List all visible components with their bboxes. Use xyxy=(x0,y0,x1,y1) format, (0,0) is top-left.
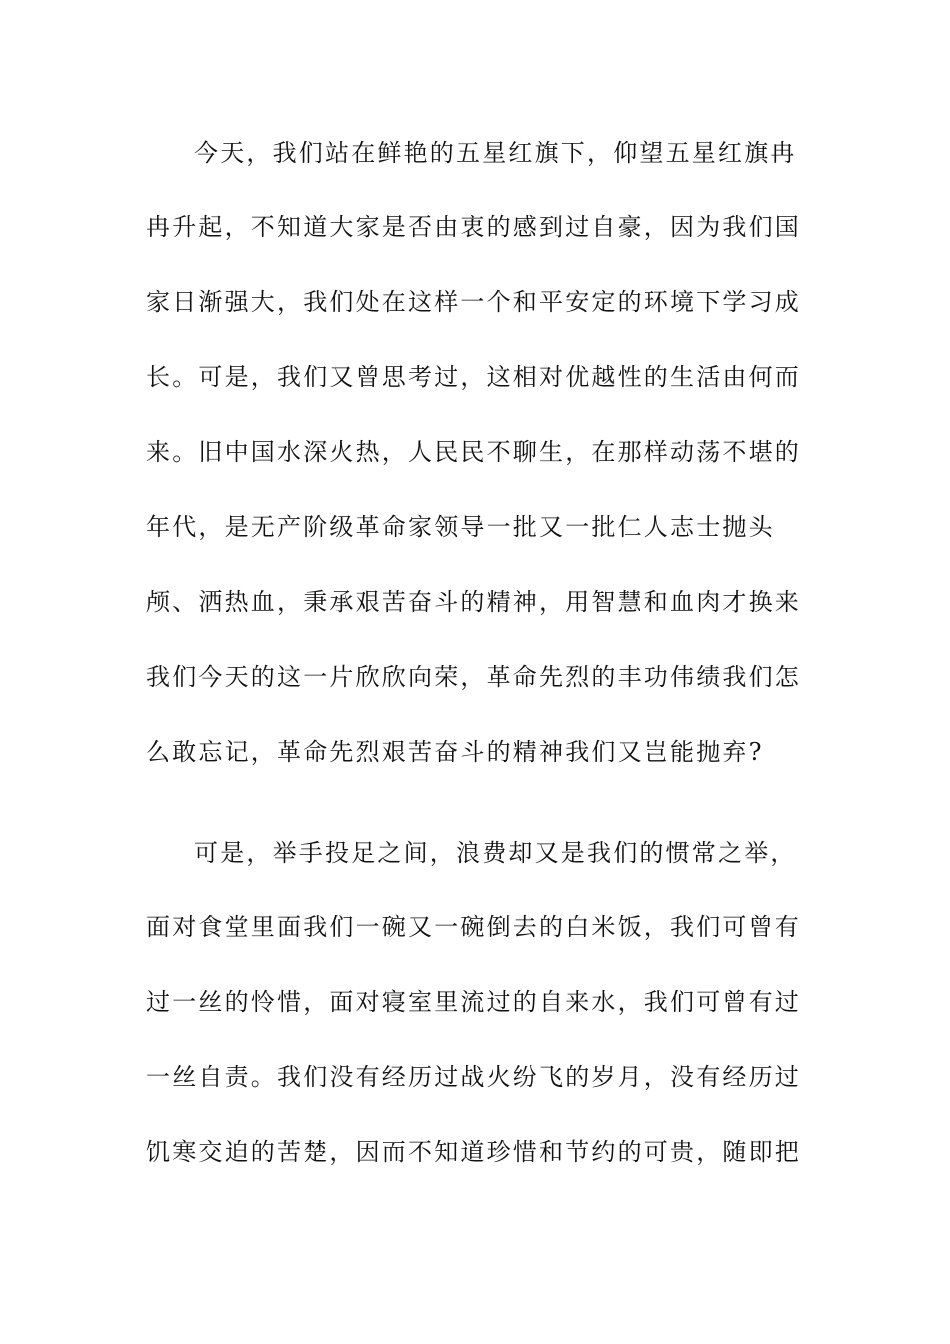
text-line: 来。旧中国水深火热，人民民不聊生，在那样动荡不堪的 xyxy=(146,438,801,466)
text-line: 颅、洒热血，秉承艰苦奋斗的精神，用智慧和血肉才换来 xyxy=(146,588,801,616)
text-line: 一丝自责。我们没有经历过战火纷飞的岁月，没有经历过 xyxy=(146,1063,801,1091)
text-line: 过一丝的怜惜，面对寝室里流过的自来水，我们可曾有过 xyxy=(146,988,801,1016)
text-line: 家日渐强大，我们处在这样一个和平安定的环境下学习成 xyxy=(146,288,801,316)
text-line: 面对食堂里面我们一碗又一碗倒去的白米饭，我们可曾有 xyxy=(146,913,801,941)
text-line: 冉升起，不知道大家是否由衷的感到过自豪，因为我们国 xyxy=(146,213,801,241)
text-line: 今天，我们站在鲜艳的五星红旗下，仰望五星红旗冉 xyxy=(194,139,797,167)
text-line: 么敢忘记，革命先烈艰苦奋斗的精神我们又岂能抛弃? xyxy=(146,738,764,766)
text-line: 长。可是，我们又曾思考过，这相对优越性的生活由何而 xyxy=(146,363,801,391)
text-line: 年代，是无产阶级革命家领导一批又一批仁人志士抛头 xyxy=(146,513,775,541)
text-line: 我们今天的这一片欣欣向荣，革命先烈的丰功伟绩我们怎 xyxy=(146,663,801,691)
text-line: 可是，举手投足之间，浪费却又是我们的惯常之举， xyxy=(194,839,797,867)
text-line: 饥寒交迫的苦楚，因而不知道珍惜和节约的可贵，随即把 xyxy=(146,1138,801,1166)
